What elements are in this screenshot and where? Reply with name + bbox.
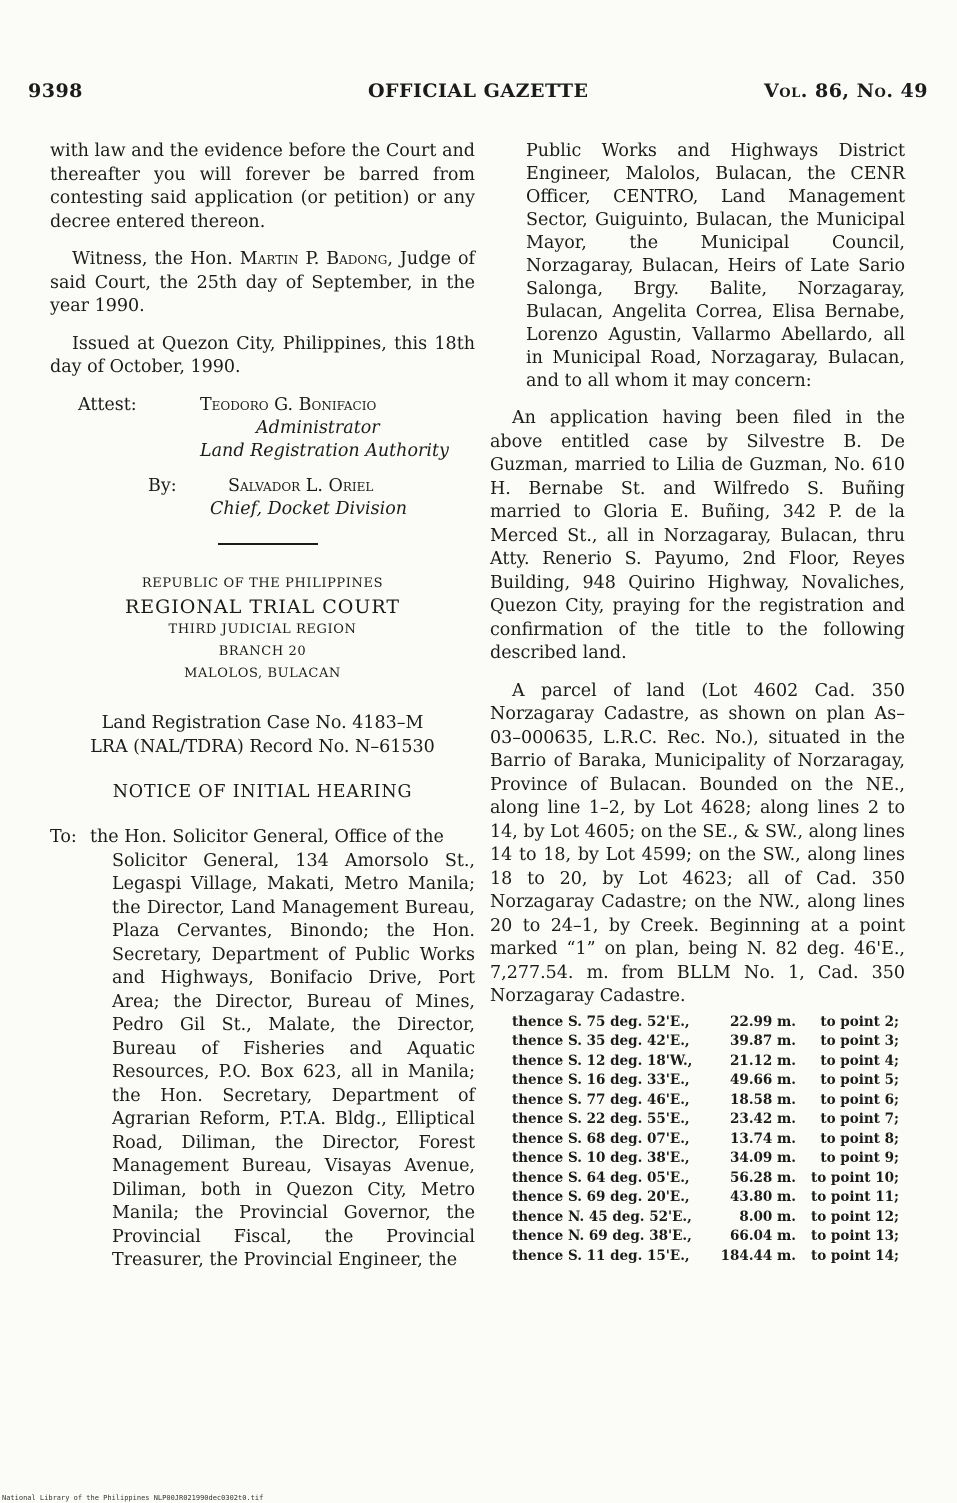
bearing-row	[490, 1032, 905, 1052]
court-region: THIRD JUDICIAL REGION	[168, 621, 357, 637]
footer-source: National Library of the Philippines NLP00JR021990dec0302t0.tif	[2, 1494, 264, 1502]
bearing-point: to point 5;	[820, 1072, 899, 1088]
attest-label: Attest:	[78, 394, 137, 415]
bearing-distance: 8.00 m.	[739, 1208, 796, 1225]
addressees-text: Solicitor General, 134 Amorsolo St., Legaspi Village, Makati, Metro Manila; the Director, Land Management Bureau, Plaza Cervantes, Binondo; the Hon. Secretary, Department of Public Works and Highways, Bonifacio Drive, Port Area; the Director, Bureau of Mines, Pedro Gil St., Malate, the Director, Bureau of Fisheries and Aquatic Resources, P.O. Box 623, all in Manila; the Hon. Secretary, Department of Agrarian Reform, P.T.A. Bldg., Elliptical Road, Diliman, the Director, Forest Management Bureau, Visayas Avenue, Diliman, both in Quezon City, Metro Manila; the Provincial Governor, the Provincial Fiscal, the Provincial Treasurer, the Provincial Engineer, the	[112, 850, 475, 1270]
attest-block	[78, 394, 475, 463]
record-number: LRA (NAL/TDRA) Record No. N–61530	[90, 736, 435, 757]
volume-number: Vol. 86, No. 49	[764, 80, 928, 102]
closing-paragraph: with law and the evidence before the Court and thereafter you will forever be barred from contesting said application (or petition) or any decree entered thereon.	[50, 141, 475, 232]
bearing-row	[490, 1149, 905, 1169]
bearing-point: to point 7;	[820, 1111, 899, 1127]
bearing-row	[490, 1169, 905, 1189]
bearing-distance: 13.74 m.	[730, 1130, 796, 1147]
section-divider	[218, 543, 318, 545]
bearing-distance: 22.99 m.	[730, 1013, 796, 1030]
by-block	[148, 475, 475, 521]
page-number: 9398	[28, 80, 83, 102]
by-title: Chief, Docket Division	[210, 498, 408, 519]
bearing-row	[490, 1188, 905, 1208]
bearing-direction: thence S. 64 deg. 05'E.,	[512, 1169, 690, 1186]
bearings-table	[490, 1013, 905, 1267]
bearing-distance: 56.28 m.	[730, 1169, 796, 1186]
right-column	[490, 140, 905, 1266]
bearing-distance: 34.09 m.	[730, 1150, 796, 1166]
addressees-first-line: the Hon. Solicitor General, Office of the	[90, 827, 444, 847]
bearing-direction: thence S. 69 deg. 20'E.,	[512, 1189, 690, 1205]
notice-heading: NOTICE OF INITIAL HEARING	[112, 781, 413, 802]
bearing-point: to point 8;	[820, 1130, 899, 1147]
court-republic: REPUBLIC OF THE PHILIPPINES	[141, 575, 384, 591]
bearing-row	[490, 1110, 905, 1130]
land-description: A parcel of land (Lot 4602 Cad. 350 Norzagaray Cadastre, as shown on plan As–03–000635, L.R.C. Rec. No.), situated in the Barrio of Baraka, Municipality of Norzaragay, Province of Bulacan. Bounded on the NE., along line 1–2, by Lot 4628; along lines 2 to 14, by Lot 4605; on the SE., & SW., along lines 14 to 18, by Lot 4599; on the SW., along lines 18 to 20, by Lot 4623; all of Cad. 350 Norzagaray Cadastre; on the NW., along lines 20 to 24–1, by Creek. Beginning at a point marked “1” on plan, being N. 82 deg. 46'E., 7,277.54. m. from BLLM No. 1, Cad. 350 Norzagaray Cadastre.	[490, 680, 905, 1006]
court-name: REGIONAL TRIAL COURT	[124, 595, 401, 618]
bearing-distance: 66.04 m.	[730, 1228, 796, 1244]
bearing-distance: 49.66 m.	[730, 1072, 796, 1088]
bearing-point: to point 2;	[820, 1013, 899, 1030]
bearing-row	[490, 1091, 905, 1111]
bearing-distance: 39.87 m.	[730, 1033, 796, 1049]
bearing-distance: 43.80 m.	[730, 1189, 796, 1205]
bearing-distance: 184.44 m.	[720, 1247, 796, 1264]
attest-authority: Land Registration Authority	[200, 440, 449, 461]
bearing-row	[490, 1247, 905, 1267]
bearing-direction: thence S. 11 deg. 15'E.,	[512, 1247, 690, 1264]
bearing-direction: thence S. 75 deg. 52'E.,	[512, 1013, 690, 1030]
witness-paragraph	[50, 248, 475, 319]
page-header	[28, 80, 928, 106]
addressees	[50, 826, 475, 1273]
bearing-distance: 23.42 m.	[730, 1111, 796, 1127]
left-column	[50, 140, 475, 1273]
bearing-direction: thence S. 10 deg. 38'E.,	[512, 1150, 690, 1166]
case-numbers	[50, 711, 475, 759]
judge-name: Martin P. Badong	[239, 249, 388, 269]
bearing-direction: thence S. 35 deg. 42'E.,	[512, 1033, 690, 1049]
publication-title: OFFICIAL GAZETTE	[368, 80, 589, 102]
witness-text-end: , Judge of said Court, the 25th day of September, in the year 1990.	[50, 249, 475, 316]
bearing-distance: 18.58 m.	[730, 1091, 796, 1108]
bearing-point: to point 10;	[810, 1169, 899, 1186]
bearing-row	[490, 1208, 905, 1228]
bearing-point: to point 13;	[810, 1228, 899, 1244]
bearing-direction: thence S. 77 deg. 46'E.,	[512, 1091, 690, 1108]
bearing-point: to point 14;	[810, 1247, 899, 1264]
attest-name: Teodoro G. Bonifacio	[200, 394, 377, 415]
case-number: Land Registration Case No. 4183–M	[101, 712, 424, 733]
bearing-point: to point 9;	[820, 1150, 899, 1166]
court-location: MALOLOS, BULACAN	[184, 665, 341, 681]
bearing-direction: thence S. 16 deg. 33'E.,	[512, 1072, 690, 1088]
attest-title: Administrator	[256, 417, 380, 438]
by-label: By:	[148, 475, 177, 496]
bearing-point: to point 11;	[810, 1189, 899, 1205]
court-branch: BRANCH 20	[218, 643, 307, 659]
bearing-direction: thence S. 68 deg. 07'E.,	[512, 1130, 690, 1147]
bearing-row	[490, 1130, 905, 1150]
bearing-direction: thence N. 45 deg. 52'E.,	[512, 1208, 692, 1225]
to-label: To:	[50, 827, 77, 847]
bearing-point: to point 6;	[820, 1091, 899, 1108]
bearing-direction: thence N. 69 deg. 38'E.,	[512, 1228, 692, 1244]
application-paragraph: An application having been filed in the above entitled case by Silvestre B. De Guzman, married to Lilia de Guzman, No. 610 H. Bernabe St. and Wilfredo S. Buñing married to Gloria E. Buñing, 342 P. de la Merced St., all in Norzagaray, Bulacan, thru Atty. Renerio S. Payumo, 2nd Floor, Reyes Building, 948 Quirino Highway, Novaliches, Quezon City, praying for the registration and confirmation of the title to the following described land.	[490, 408, 905, 663]
bearing-distance: 21.12 m.	[730, 1052, 796, 1069]
issued-paragraph: Issued at Quezon City, Philippines, this 18th day of October, 1990.	[50, 333, 475, 377]
bearing-point: to point 3;	[820, 1033, 899, 1049]
addressees-continued: Public Works and Highways District Engineer, Malolos, Bulacan, the CENR Officer, CENTRO, Land Management Sector, Guiguinto, Bulacan, the Municipal Mayor, the Municipal Council, Norzagaray, Bulacan, Heirs of Late Sario Salonga, Brgy. Balite, Norzagaray, Bulacan, Angelita Correa, Elisa Bernabe, Lorenzo Agustin, Vallarmo Abellardo, all in Municipal Road, Norzagaray, Bulacan, and to all whom it may concern:	[526, 141, 905, 391]
by-name: Salvador L. Oriel	[228, 475, 374, 496]
bearing-point: to point 4;	[820, 1052, 899, 1069]
witness-text: Witness, the Hon.	[72, 249, 233, 269]
bearing-row	[490, 1052, 905, 1072]
bearing-direction: thence S. 22 deg. 55'E.,	[512, 1111, 690, 1127]
bearing-row	[490, 1013, 905, 1033]
bearing-row	[490, 1227, 905, 1247]
bearing-row	[490, 1071, 905, 1091]
bearing-direction: thence S. 12 deg. 18'W.,	[512, 1052, 693, 1069]
bearing-point: to point 12;	[810, 1208, 899, 1225]
